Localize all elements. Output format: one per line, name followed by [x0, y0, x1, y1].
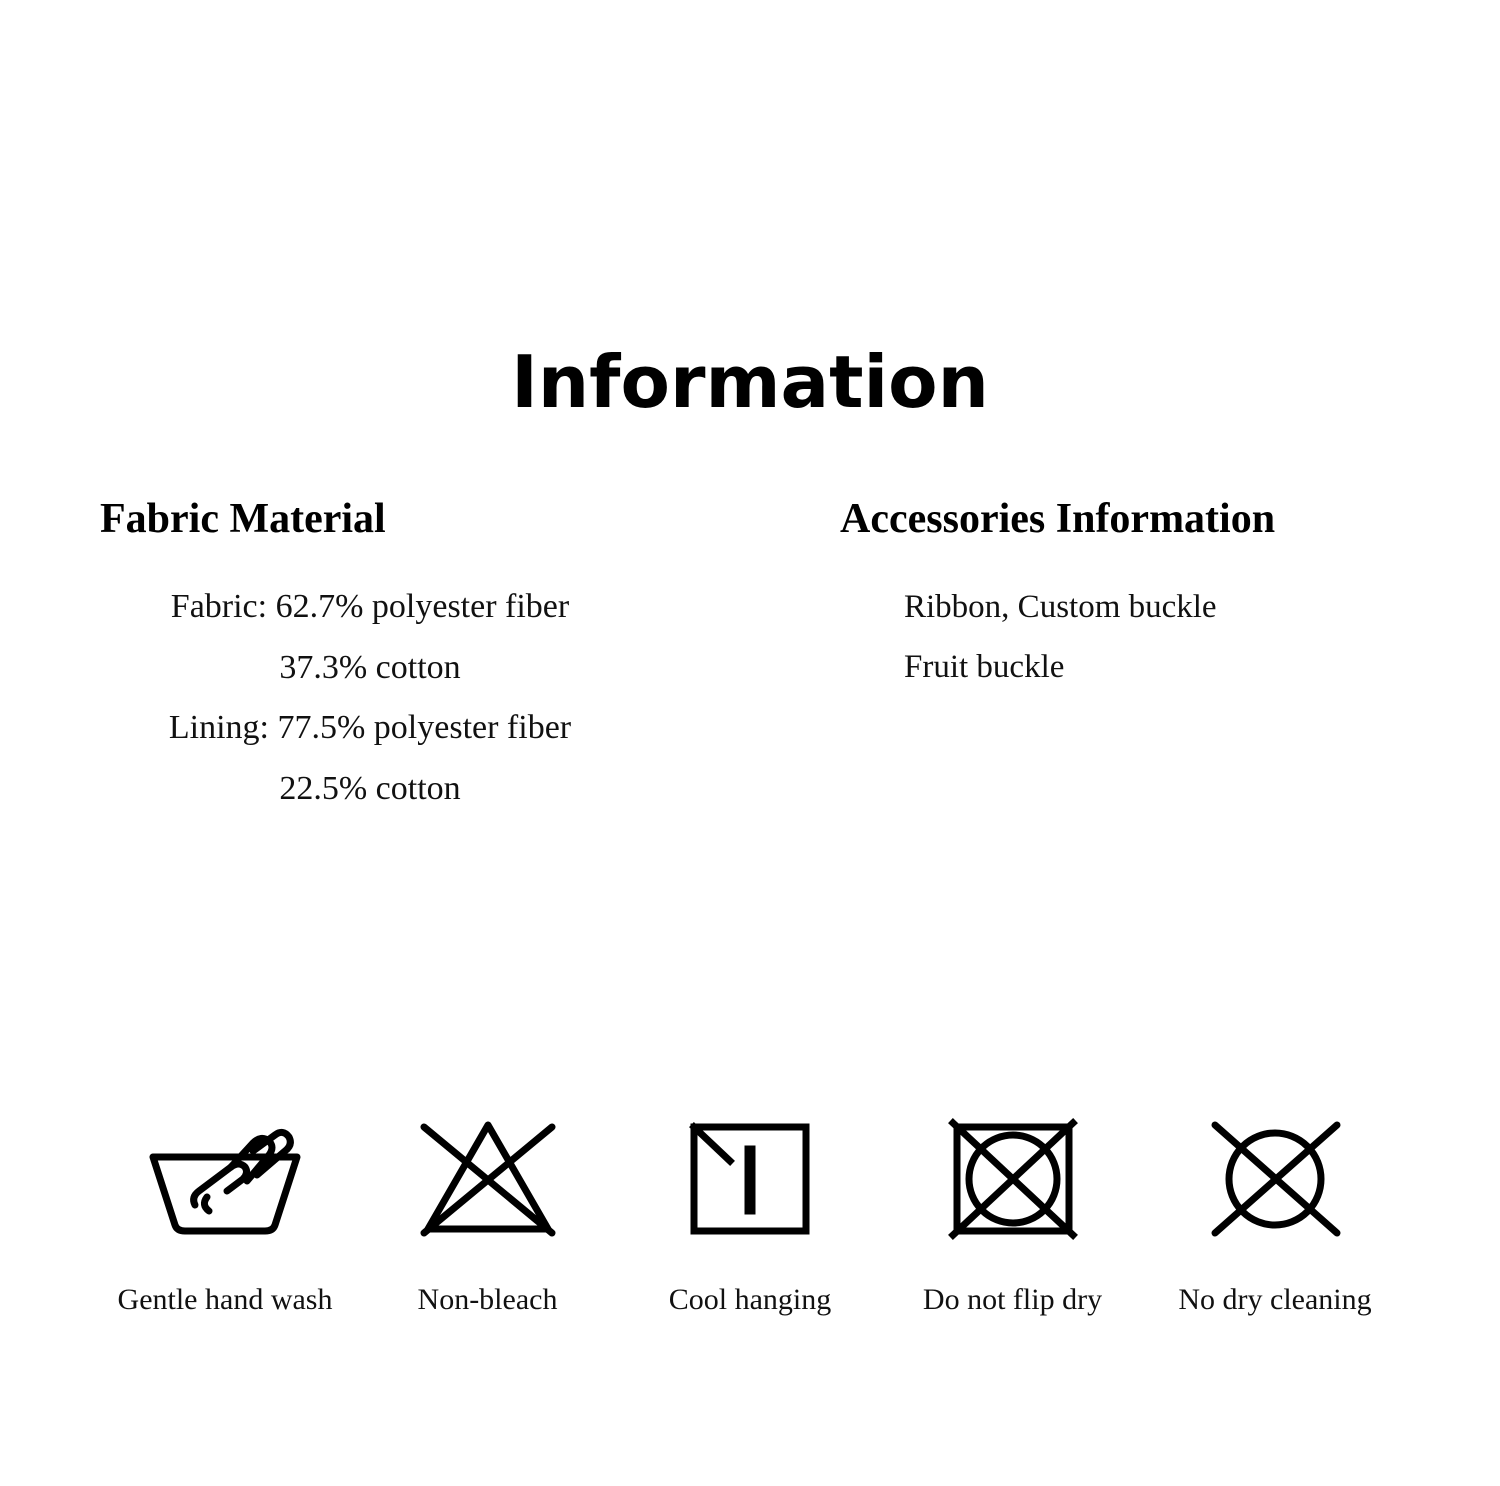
care-label: Cool hanging [668, 1283, 832, 1316]
care-item [625, 1105, 875, 1321]
accessories-information-heading: Accessories Information [840, 496, 1276, 542]
fabric-material-section [0, 495, 720, 819]
care-label: No dry cleaning [1178, 1283, 1372, 1316]
care-label: Gentle hand wash [117, 1283, 333, 1316]
accessory-line: Ribbon, Custom buckle [904, 589, 1217, 625]
care-item [1150, 1105, 1400, 1321]
care-item [363, 1105, 613, 1321]
accessory-line: Fruit buckle [904, 649, 1065, 686]
care-label: Non-bleach [417, 1283, 558, 1316]
fabric-line: 22.5% cotton [279, 769, 461, 807]
info-columns [0, 495, 1500, 819]
hand-wash-icon [135, 1105, 315, 1245]
accessories-lines [840, 577, 1500, 697]
drip-dry-in-shade-icon [660, 1105, 840, 1245]
fabric-line: 37.3% cotton [279, 648, 461, 686]
care-item [888, 1105, 1138, 1321]
no-dry-clean-icon [1185, 1105, 1365, 1245]
page-title: Information [511, 340, 989, 424]
no-tumble-dry-icon [923, 1105, 1103, 1245]
no-bleach-icon [398, 1105, 578, 1245]
fabric-material-lines [100, 577, 720, 819]
accessories-information-section [720, 495, 1500, 819]
care-label: Do not flip dry [922, 1283, 1103, 1316]
care-symbols-row [0, 1105, 1500, 1321]
fabric-material-heading: Fabric Material [100, 496, 386, 542]
fabric-line: Lining: 77.5% polyester fiber [168, 709, 572, 747]
fabric-line: Fabric: 62.7% polyester fiber [170, 588, 570, 625]
care-item [100, 1105, 350, 1321]
